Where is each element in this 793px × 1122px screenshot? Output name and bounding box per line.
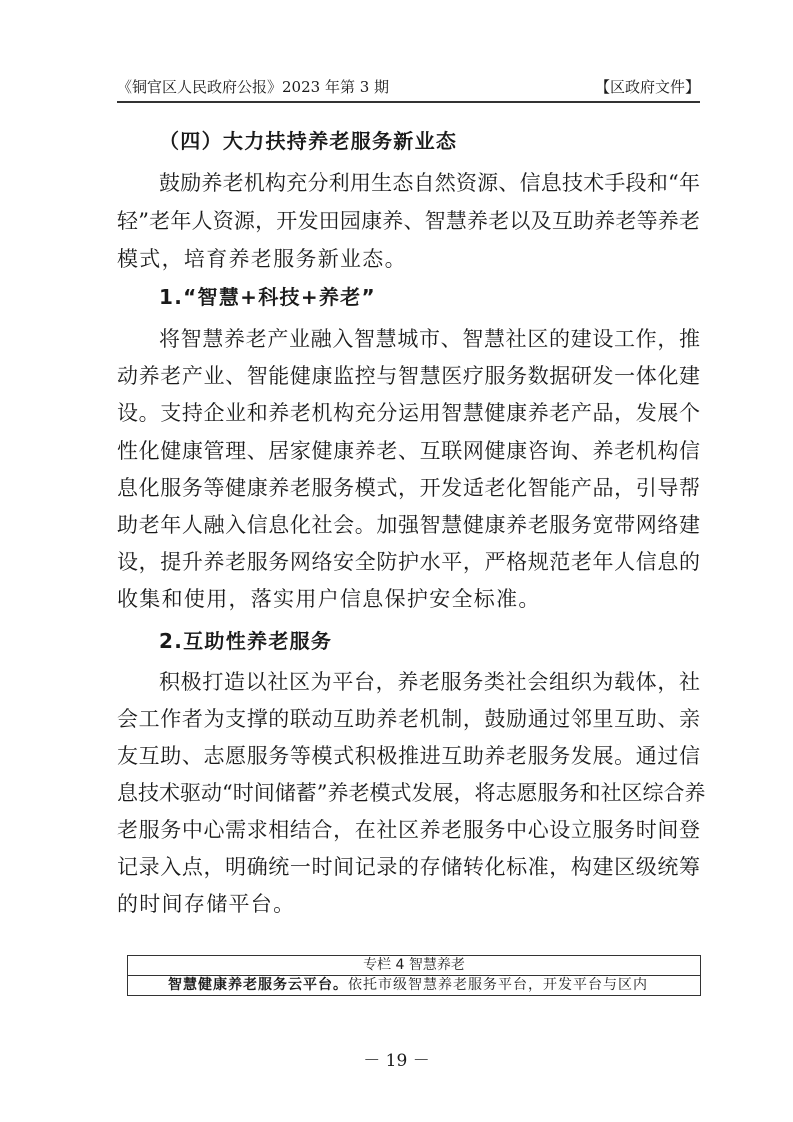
box-row-text: 依托市级智慧养老服务平台，开发平台与区内 (348, 977, 648, 993)
paragraph-line: 老服务中心需求相结合，在社区养老服务中心设立服务时间登 (117, 818, 700, 842)
paragraph-line: 性化健康管理、居家健康养老、互联网健康咨询、养老机构信 (117, 439, 700, 463)
page-number: － 19 － (363, 1051, 430, 1071)
paragraph-line: 设。支持企业和养老机构充分运用智慧健康养老产品，发展个 (117, 401, 700, 425)
box-row (128, 976, 700, 995)
paragraph-line: 助老年人融入信息化社会。加强智慧健康养老服务宽带网络建 (117, 513, 700, 537)
header-rule (117, 101, 700, 103)
paragraph-line: 的时间存储平台。 (117, 892, 296, 916)
subsection-heading: 1.“智慧+科技+养老” (159, 285, 376, 309)
paragraph-line: 轻”老年人资源，开发田园康养、智慧养老以及互助养老等养老 (117, 209, 700, 233)
paragraph-line: 积极打造以社区为平台，养老服务类社会组织为载体，社 (159, 670, 700, 694)
paragraph-line: 友互助、志愿服务等模式积极推进互助养老服务发展。通过信 (117, 744, 700, 768)
subsection-heading: 2.互助性养老服务 (159, 629, 333, 653)
paragraph-line: 将智慧养老产业融入智慧城市、智慧社区的建设工作，推 (159, 327, 700, 351)
paragraph-line: 收集和使用，落实用户信息保护安全标准。 (117, 587, 541, 611)
paragraph-line: 模式，培育养老服务新业态。 (117, 247, 407, 271)
section-heading: （四）大力扶持养老服务新业态 (159, 129, 458, 153)
box-title: 专栏 4 智慧养老 (128, 956, 700, 976)
paragraph-line: 会工作者为支撑的联动互助养老机制，鼓励通过邻里互助、亲 (117, 707, 700, 731)
paragraph-line: 设，提升养老服务网络安全防护水平，严格规范老年人信息的 (117, 550, 700, 574)
sidebar-box (127, 955, 701, 996)
header-section-label: 【区政府文件】 (594, 78, 700, 96)
header-journal-title: 《铜官区人民政府公报》2023 年第 3 期 (117, 78, 390, 96)
box-row-bold: 智慧健康养老服务云平台。 (168, 977, 348, 993)
paragraph-line: 息化服务等健康养老服务模式，开发适老化智能产品，引导帮 (117, 476, 700, 500)
paragraph-line: 记录入点，明确统一时间记录的存储转化标准，构建区级统筹 (117, 855, 700, 879)
paragraph-line: 息技术驱动“时间储蓄”养老模式发展，将志愿服务和社区综合养 (117, 781, 706, 805)
paragraph-line: 动养老产业、智能健康监控与智慧医疗服务数据研发一体化建 (117, 364, 700, 388)
paragraph-line: 鼓励养老机构充分利用生态自然资源、信息技术手段和“年 (159, 171, 700, 195)
